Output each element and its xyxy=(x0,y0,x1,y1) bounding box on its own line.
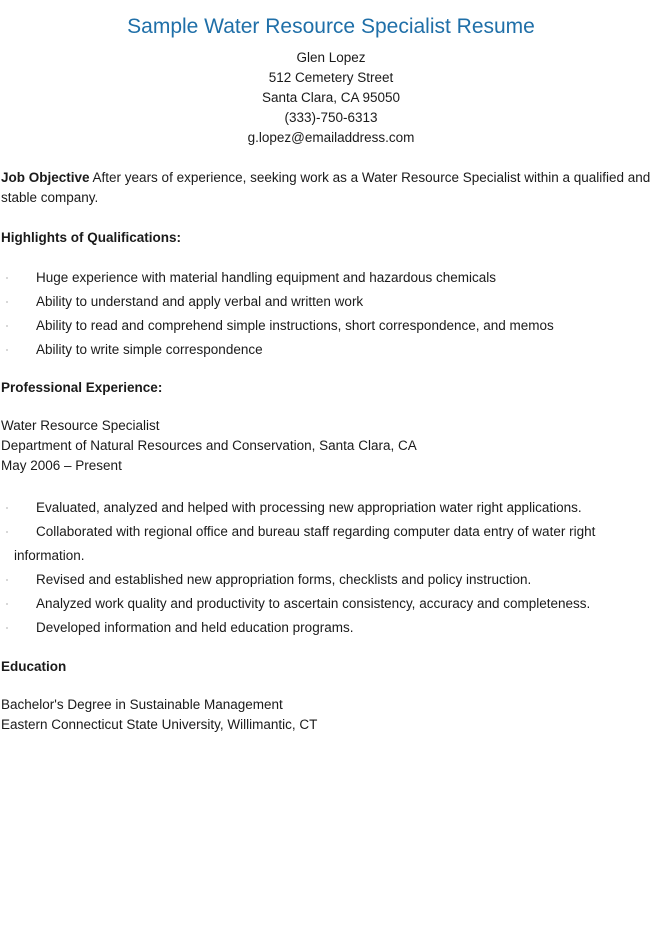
bullet-dot xyxy=(6,349,8,351)
education-details xyxy=(1,695,317,735)
job-objective-label: Job Objective xyxy=(1,170,90,185)
employer: Department of Natural Resources and Conservation, Santa Clara, CA xyxy=(1,438,417,453)
job-objective xyxy=(1,168,657,208)
list-item: Huge experience with material handling equipment and hazardous chemicals xyxy=(0,266,640,290)
highlights-list xyxy=(0,266,640,362)
school: Eastern Connecticut State University, Willimantic, CT xyxy=(1,717,318,732)
bullet-dot xyxy=(6,531,8,533)
list-item-continuation: information. xyxy=(14,548,85,563)
list-item: Developed information and held education programs. xyxy=(0,616,640,640)
education-heading: Education xyxy=(1,659,67,674)
job-title: Water Resource Specialist xyxy=(1,418,160,433)
bullet-dot xyxy=(6,277,8,279)
bullet-dot xyxy=(6,627,8,629)
contact-name: Glen Lopez xyxy=(296,50,366,65)
list-item: Revised and established new appropriation forms, checklists and policy instruction. xyxy=(0,568,640,592)
list-item: Evaluated, analyzed and helped with processing new appropriation water right applications. xyxy=(0,496,640,520)
contact-street: 512 Cemetery Street xyxy=(268,70,394,85)
contact-phone: (333)-750-6313 xyxy=(284,110,378,125)
highlights-heading: Highlights of Qualifications: xyxy=(1,230,181,245)
job-details xyxy=(1,416,417,476)
bullet-dot xyxy=(6,579,8,581)
list-item: Ability to read and comprehend simple instructions, short correspondence, and memos xyxy=(0,314,640,338)
job-dates: May 2006 – Present xyxy=(1,458,122,473)
list-item: Collaborated with regional office and bureau staff regarding computer data entry of water right information. xyxy=(0,520,640,568)
bullet-dot xyxy=(6,325,8,327)
bullet-dot xyxy=(6,507,8,509)
list-item: Ability to write simple correspondence xyxy=(0,338,640,362)
contact-city: Santa Clara, CA 95050 xyxy=(261,90,401,105)
list-item: Analyzed work quality and productivity to ascertain consistency, accuracy and completeness. xyxy=(0,592,640,616)
list-item: Ability to understand and apply verbal and written work xyxy=(0,290,640,314)
bullet-dot xyxy=(6,301,8,303)
page-title: Sample Water Resource Specialist Resume xyxy=(127,15,535,38)
job-objective-text: After years of experience, seeking work as a Water Resource Specialist within a qualified and stable company. xyxy=(1,170,651,205)
bullet-dot xyxy=(6,603,8,605)
degree: Bachelor's Degree in Sustainable Management xyxy=(1,697,283,712)
contact-email: g.lopez@emailaddress.com xyxy=(247,130,415,145)
experience-heading: Professional Experience: xyxy=(1,380,163,395)
contact-block xyxy=(0,48,662,148)
experience-list xyxy=(0,496,640,640)
